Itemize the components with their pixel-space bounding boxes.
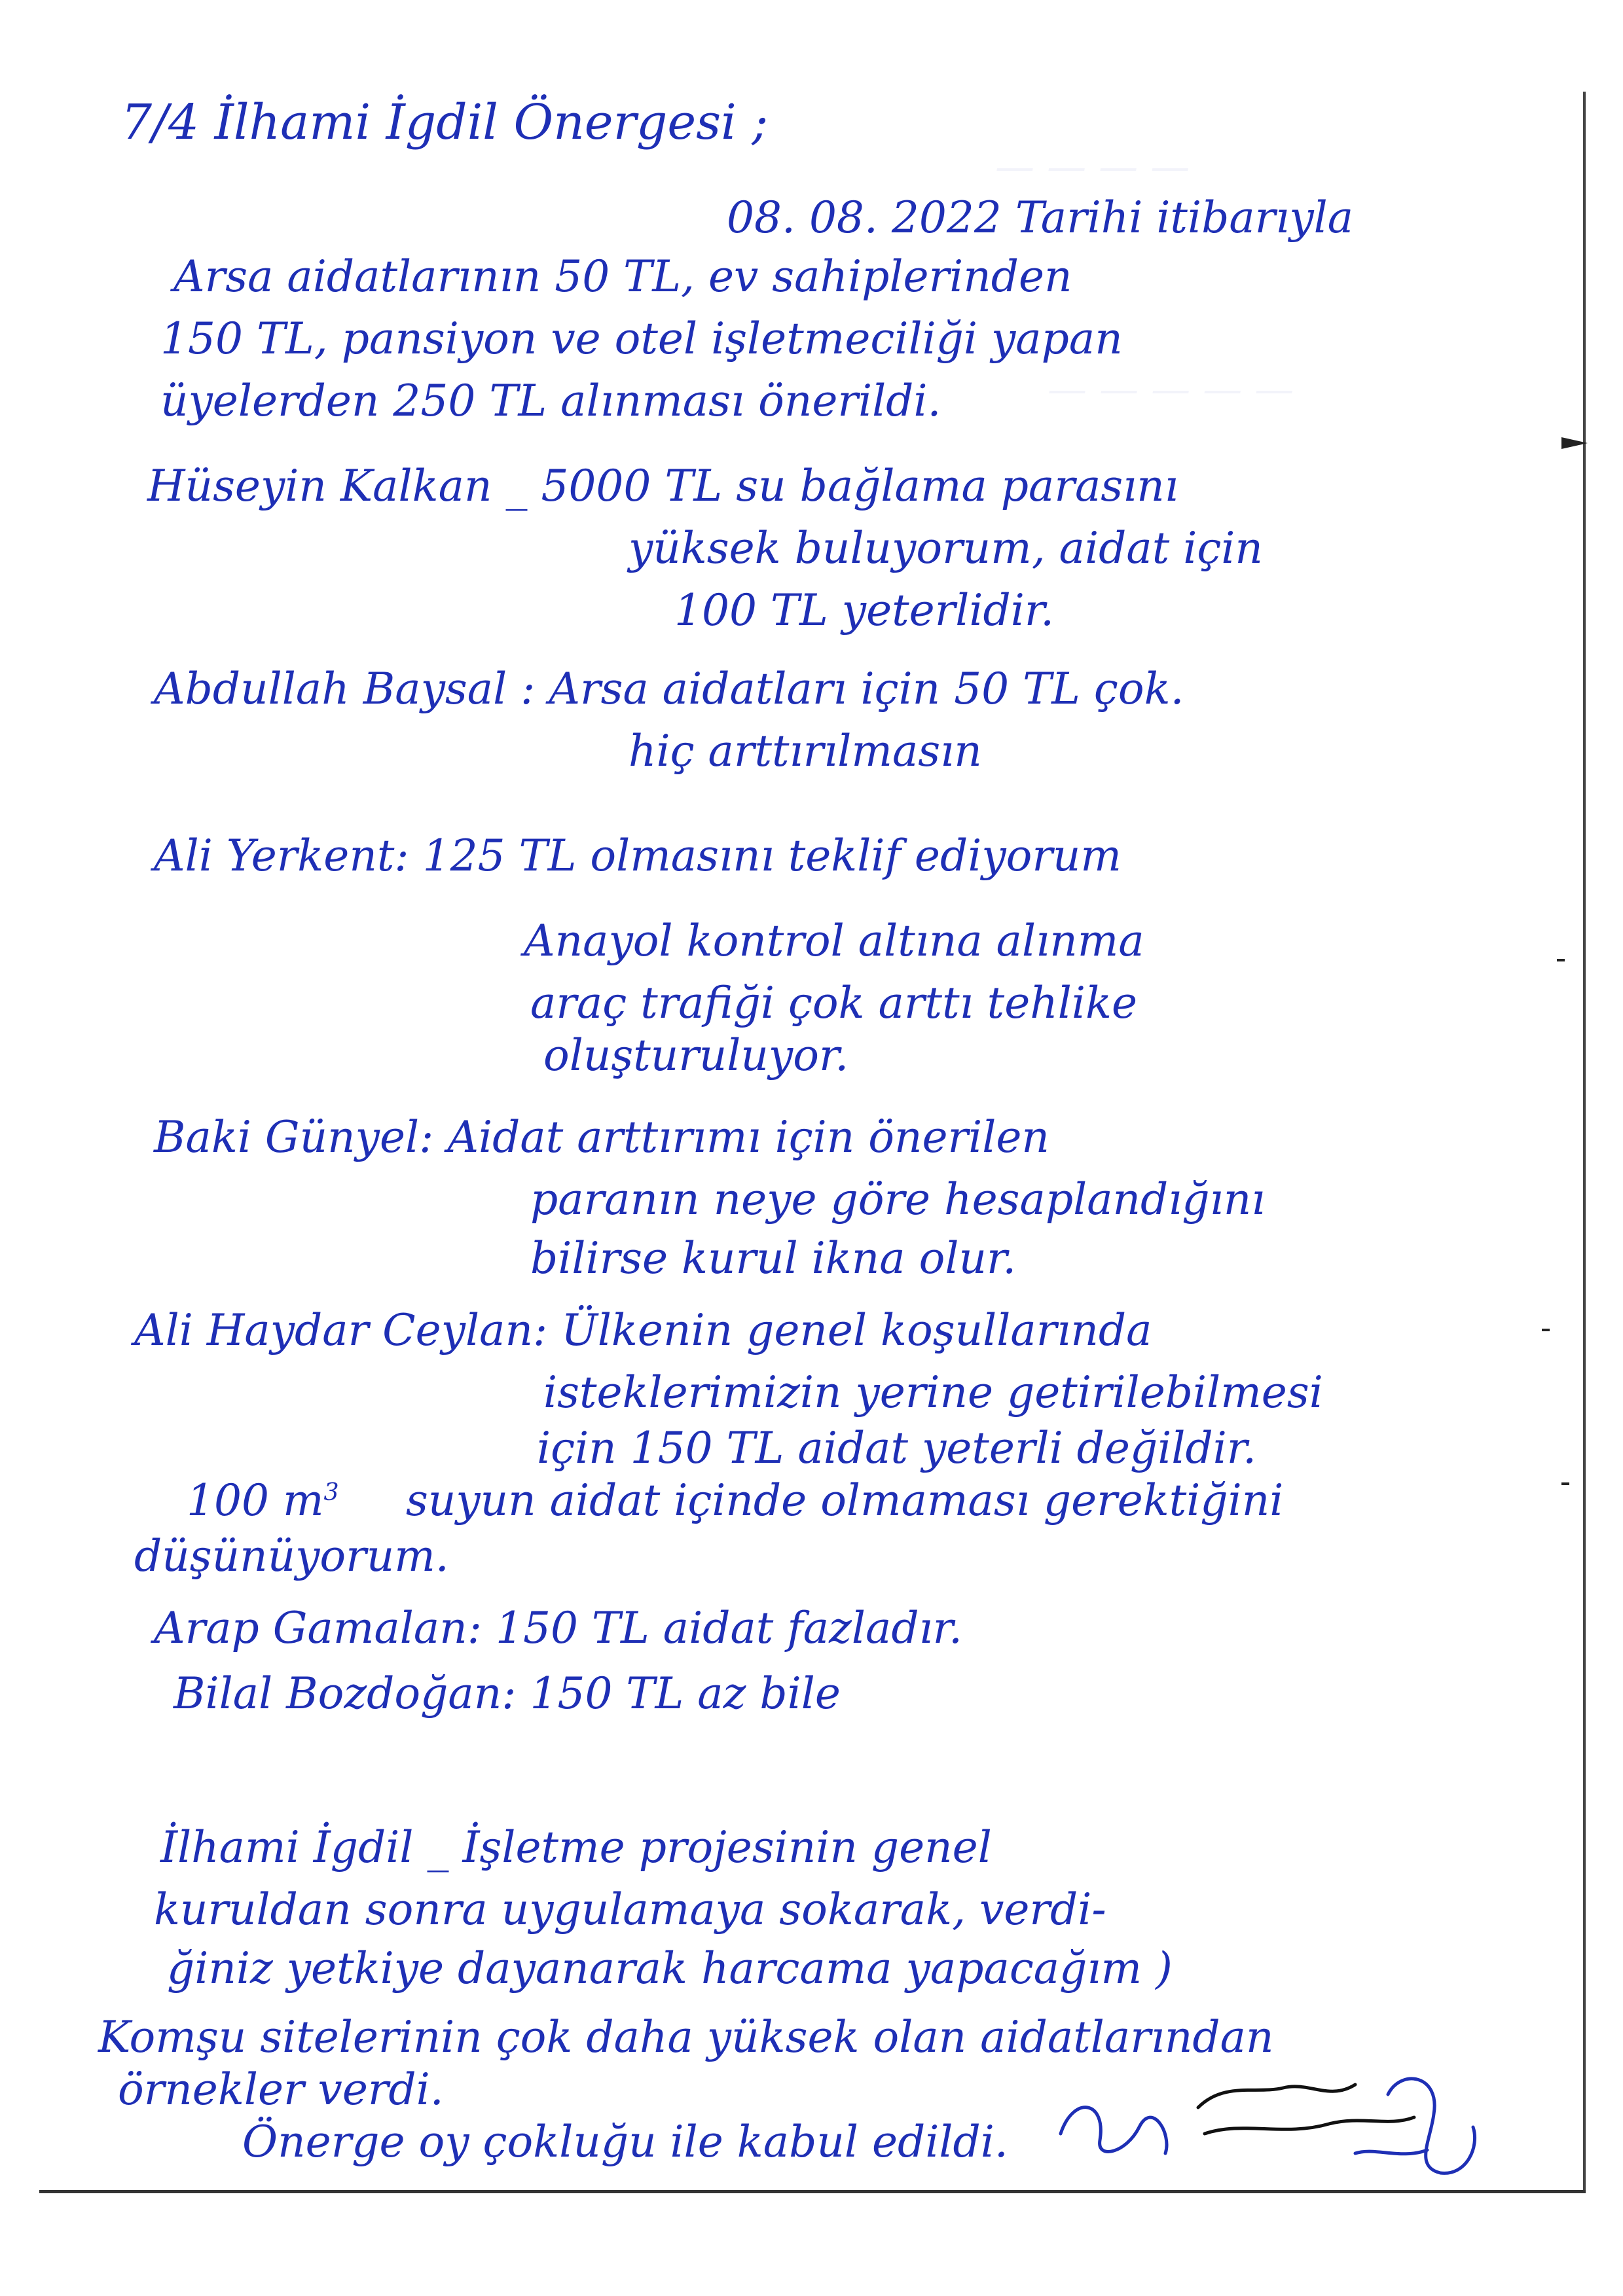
speaker-statement: ğiniz yetkiye dayanarak harcama yapacağım ) xyxy=(167,1943,1173,1994)
proposal-text: Arsa aidatlarının 50 TL, ev sahiplerinden xyxy=(173,251,1072,302)
bleed-through: — — — — — xyxy=(1048,367,1294,412)
speaker-statement: İlhami İgdil _ İşletme projesinin genel xyxy=(160,1822,992,1873)
speaker-statement: 100 TL yeterlidir. xyxy=(674,585,1055,636)
speaker-statement: kuruldan sonra uygulamaya sokarak, verdi- xyxy=(154,1884,1106,1935)
speaker-statement: Baki Günyel: Aidat arttırımı için önerilen xyxy=(154,1112,1049,1162)
speaker-statement: isteklerimizin yerine getirilebilmesi xyxy=(543,1367,1323,1418)
speaker-statement: Anayol kontrol altına alınma xyxy=(524,916,1144,966)
speaker-statement: bilirse kurul ikna olur. xyxy=(530,1233,1017,1283)
tick-mark xyxy=(1542,1329,1550,1331)
speaker-statement: yüksek buluyorum, aidat için xyxy=(629,523,1263,573)
speaker-statement: Ali Yerkent: 125 TL olmasını teklif ediyorum xyxy=(154,831,1122,881)
speaker-statement: örnekler verdi. xyxy=(118,2064,444,2115)
speaker-statement: için 150 TL aidat yeterli değildir. xyxy=(537,1423,1257,1473)
speaker-statement: Komşu sitelerinin çok daha yüksek olan aidatlarından xyxy=(98,2012,1274,2062)
speaker-statement: hiç arttırılmasın xyxy=(629,726,982,776)
proposal-text: 150 TL, pansiyon ve otel işletmeciliği yapan xyxy=(160,314,1123,364)
volume-value: 100 m xyxy=(187,1475,324,1526)
tick-mark xyxy=(1561,1482,1569,1485)
speaker-statement: araç trafiği çok arttı tehlike xyxy=(530,978,1138,1028)
proposal-heading: 7/4 İlhami İgdil Önergesi ; xyxy=(121,94,769,151)
speaker-statement: suyun aidat içinde olmaması gerektiğini xyxy=(406,1475,1284,1526)
speaker-statement: Hüseyin Kalkan _ 5000 TL su bağlama parasını xyxy=(147,461,1178,511)
signatures xyxy=(1048,2055,1506,2186)
speaker-statement: Bilal Bozdoğan: 150 TL az bile xyxy=(173,1668,841,1719)
speaker-statement: Arap Gamalan: 150 TL aidat fazladır. xyxy=(154,1603,962,1653)
superscript: 3 xyxy=(323,1478,339,1506)
speaker-statement: Ali Haydar Ceylan: Ülkenin genel koşullarında xyxy=(134,1305,1152,1355)
decision-line: Önerge oy çokluğu ile kabul edildi. xyxy=(242,2117,1008,2167)
tick-mark xyxy=(1557,959,1565,961)
speaker-statement: Abdullah Baysal : Arsa aidatları için 50 TL çok. xyxy=(154,664,1184,714)
bleed-through: — — — — xyxy=(995,144,1190,190)
speaker-statement: oluşturuluyor. xyxy=(543,1030,849,1081)
speaker-statement xyxy=(187,1475,339,1526)
scan-edge-bottom xyxy=(39,2190,1586,2193)
speaker-statement: paranın neye göre hesaplandığını xyxy=(530,1174,1266,1225)
scan-edge-right xyxy=(1583,92,1586,2193)
date-line: 08. 08. 2022 Tarihi itibarıyla xyxy=(727,192,1354,243)
speaker-statement: düşünüyorum. xyxy=(134,1531,449,1581)
proposal-text: üyelerden 250 TL alınması önerildi. xyxy=(160,376,941,426)
arrow-mark xyxy=(1561,437,1588,449)
